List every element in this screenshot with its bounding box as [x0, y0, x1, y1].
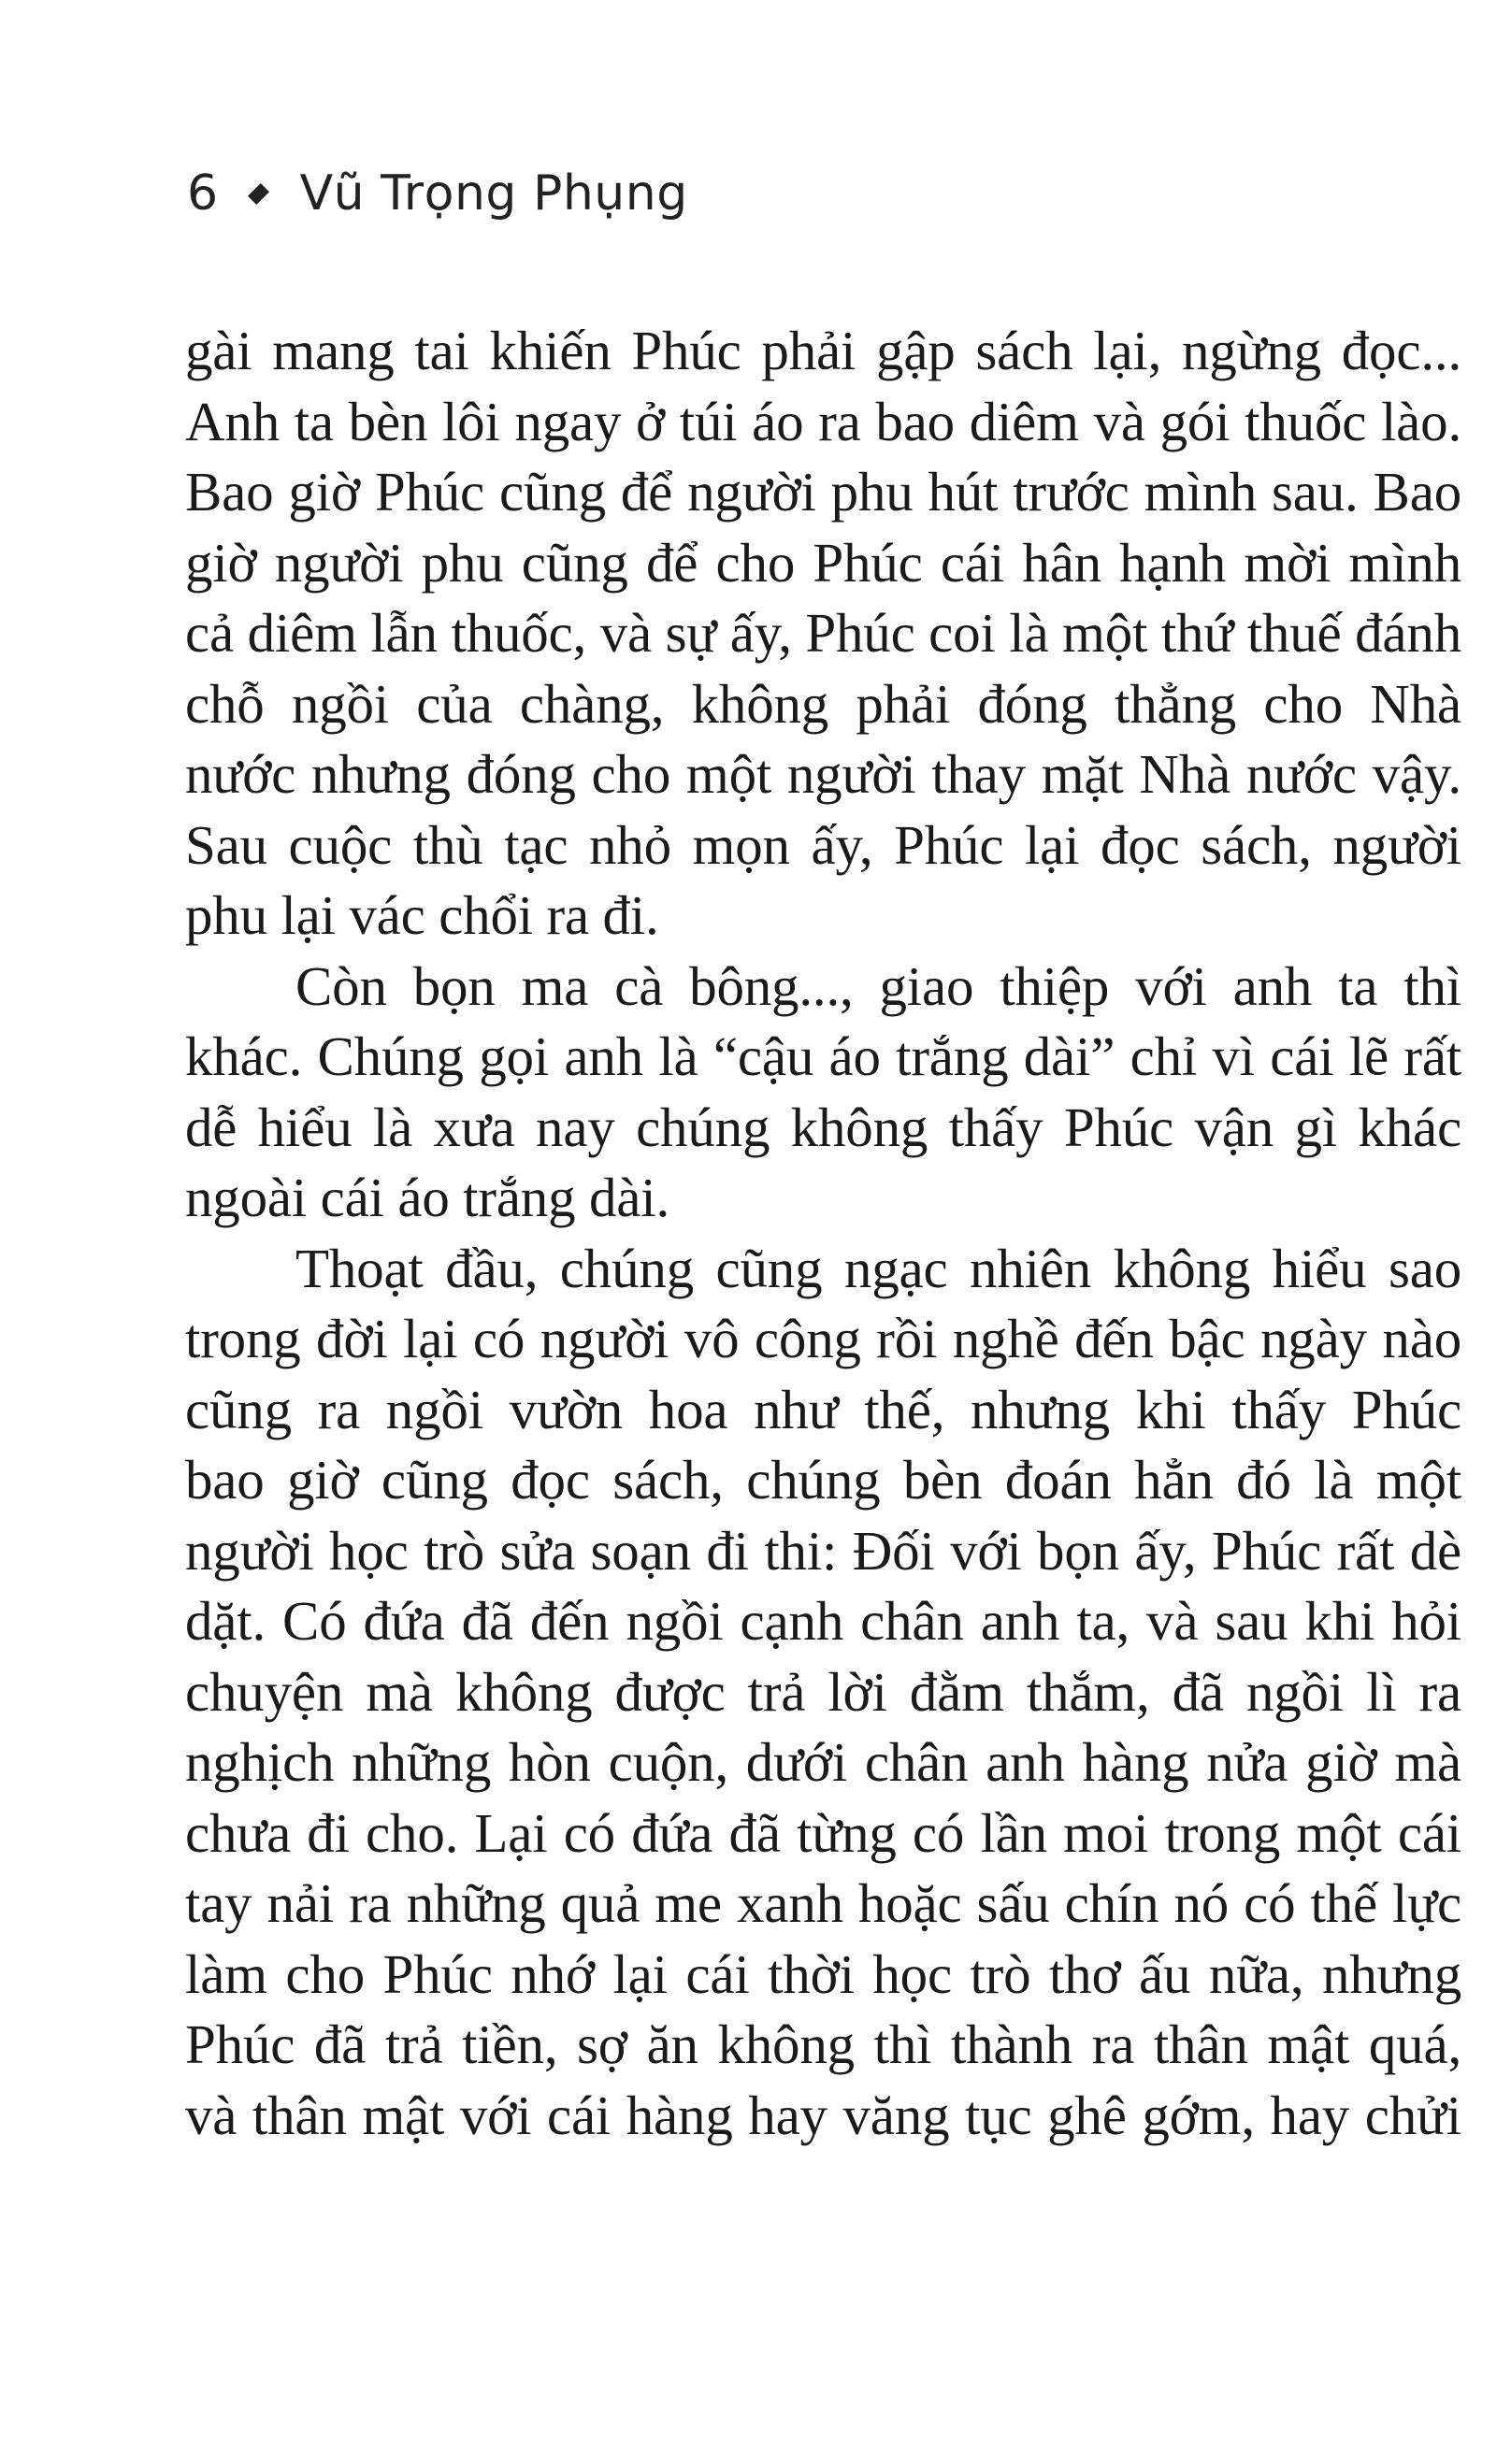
text-line: phu lại vác chổi ra đi. — [185, 884, 659, 946]
text-line: trong đời lại có người vô công rồi nghề đến bậc ngày nào — [185, 1308, 1461, 1369]
author-name: Vũ Trọng Phụng — [299, 165, 688, 222]
paragraph — [185, 952, 1461, 1234]
text-line: Bao giờ Phúc cũng để người phu hút trước mình sau. Bao — [185, 461, 1461, 523]
text-line: tay nải ra những quả me xanh hoặc sấu chín nó có thế lực — [185, 1872, 1461, 1934]
text-line: khác. Chúng gọi anh là “cậu áo trắng dài” chỉ vì cái lẽ rất — [185, 1025, 1461, 1087]
text-line: người học trò sửa soạn đi thi: Đối với bọn ấy, Phúc rất dè — [185, 1519, 1461, 1582]
text-line: giờ người phu cũng để cho Phúc cái hân hạnh mời mình — [185, 531, 1461, 594]
text-line: chuyện mà không được trả lời đằm thắm, đã ngồi lì ra — [185, 1660, 1461, 1723]
text-line: chỗ ngồi của chàng, không phải đóng thẳng cho Nhà — [185, 672, 1461, 735]
text-line: nước nhưng đóng cho một người thay mặt Nhà nước vậy. — [185, 743, 1461, 805]
text-line: Thoạt đầu, chúng cũng ngạc nhiên không hiểu sao — [295, 1237, 1461, 1299]
text-line: dặt. Có đứa đã đến ngồi cạnh chân anh ta, và sau khi hỏi — [185, 1590, 1461, 1652]
text-line: Phúc đã trả tiền, sợ ăn không thì thành ra thân mật quá, — [185, 2013, 1461, 2075]
paragraph — [185, 1234, 1461, 2152]
body-text — [185, 316, 1461, 2151]
text-line: Còn bọn ma cà bông..., giao thiệp với anh ta thì — [295, 954, 1461, 1017]
text-line: và thân mật với cái hàng hay văng tục ghê gớm, hay chửi — [185, 2084, 1461, 2146]
running-header — [187, 161, 688, 226]
page-number: 6 — [187, 165, 219, 222]
text-line: dễ hiểu là xưa nay chúng không thấy Phúc vận gì khác — [185, 1096, 1461, 1158]
text-line: bao giờ cũng đọc sách, chúng bèn đoán hẳn đó là một — [185, 1449, 1461, 1511]
text-line: ngoài cái áo trắng dài. — [185, 1167, 669, 1228]
text-line: cả diêm lẫn thuốc, và sự ấy, Phúc coi là một thứ thuế đánh — [185, 602, 1461, 664]
text-line: nghịch những hòn cuộn, dưới chân anh hàng nửa giờ mà — [185, 1731, 1461, 1793]
diamond-separator-icon — [248, 183, 269, 205]
paragraph — [185, 316, 1461, 952]
text-line: làm cho Phúc nhớ lại cái thời học trò thơ ấu nữa, nhưng — [185, 1942, 1461, 2005]
text-line: Anh ta bèn lôi ngay ở túi áo ra bao diêm và gói thuốc lào. — [185, 390, 1461, 452]
text-line: cũng ra ngồi vườn hoa như thế, nhưng khi thấy Phúc — [185, 1378, 1461, 1440]
text-line: gài mang tai khiến Phúc phải gập sách lại, ngừng đọc... — [185, 320, 1461, 381]
text-line: chưa đi cho. Lại có đứa đã từng có lần moi trong một cái — [185, 1801, 1461, 1864]
text-line: Sau cuộc thù tạc nhỏ mọn ấy, Phúc lại đọc sách, người — [185, 813, 1461, 876]
